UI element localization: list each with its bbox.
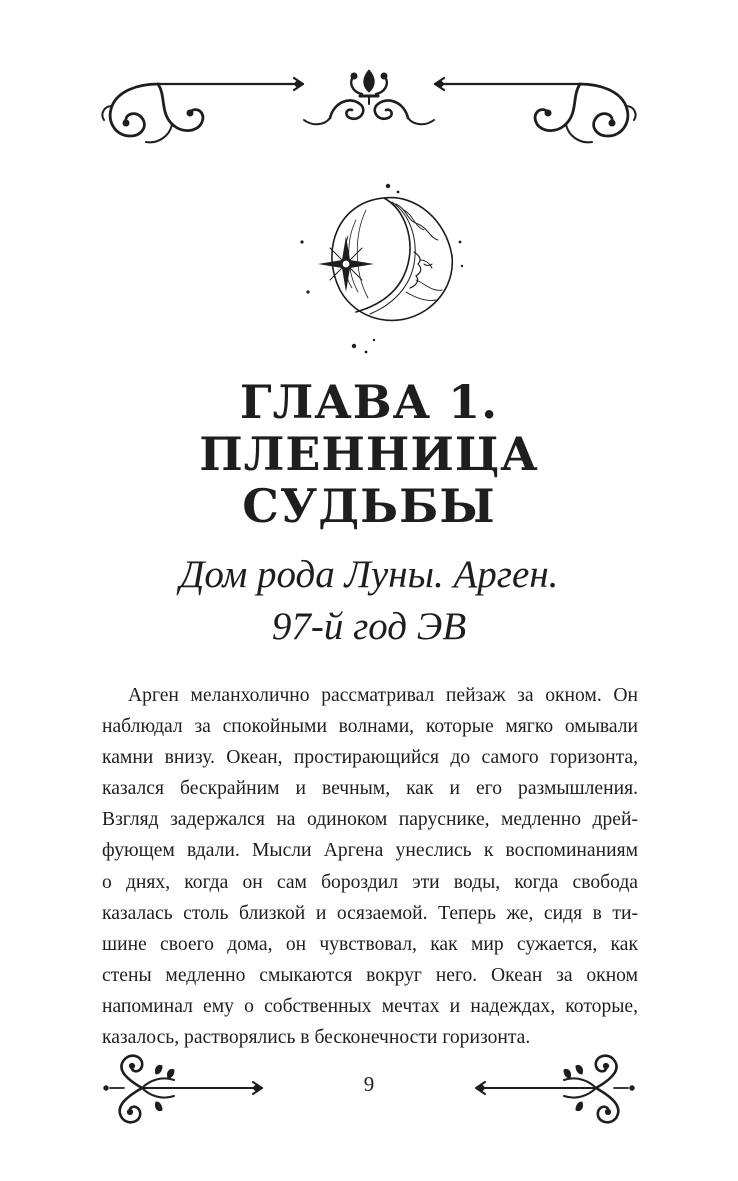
body-line: камни внизу. Океан, простирающийся до самого горизонта, <box>102 747 638 769</box>
body-line: напоминал ему о собственных мечтах и надеждах, которые, <box>102 995 638 1017</box>
chapter-title-line-3: СУДЬБЫ <box>242 479 496 533</box>
body-line: Взгляд задержался на одиноком паруснике, медленно дрей- <box>102 809 638 831</box>
body-line: наблюдал за спокойными волнами, которые мягко омывали <box>102 716 638 738</box>
flourish-corner-right-icon <box>466 1050 636 1130</box>
body-line: стены медленно смыкаются вокруг него. Океан за окном <box>102 964 638 986</box>
body-line: шине своего дома, он чувствовал, как мир сужается, как <box>102 933 638 955</box>
body-line: о днях, когда он сам бороздил эти воды, когда свобода <box>102 871 638 893</box>
body-line: казался бескрайним и вечным, как и его размышления. <box>102 778 638 800</box>
body-line: Арген меланхолично рассматривал пейзаж за окном. Он <box>128 685 638 706</box>
body-line: казалось, растворялись в бесконечности горизонта. <box>102 1027 531 1049</box>
page-number: 9 <box>363 1072 375 1096</box>
star-icon <box>318 236 374 292</box>
chapter-subtitle-line-1: Дом рода Луны. Арген. <box>179 553 559 596</box>
body-paragraph <box>102 680 638 1053</box>
crescent-moon-face-icon <box>296 180 466 356</box>
body-line: казалась столь близкой и осязаемой. Теперь же, сидя в ти- <box>102 902 638 924</box>
chapter-subtitle-line-2: 97-й год ЭВ <box>271 605 467 648</box>
chapter-title-line-1: ГЛАВА 1. <box>239 375 499 429</box>
flourish-divider-icon <box>98 66 640 156</box>
chapter-title-line-2: ПЛЕННИЦА <box>199 427 539 481</box>
body-line: фующем вдали. Мысли Аргена унеслись к воспоминаниям <box>102 840 638 862</box>
